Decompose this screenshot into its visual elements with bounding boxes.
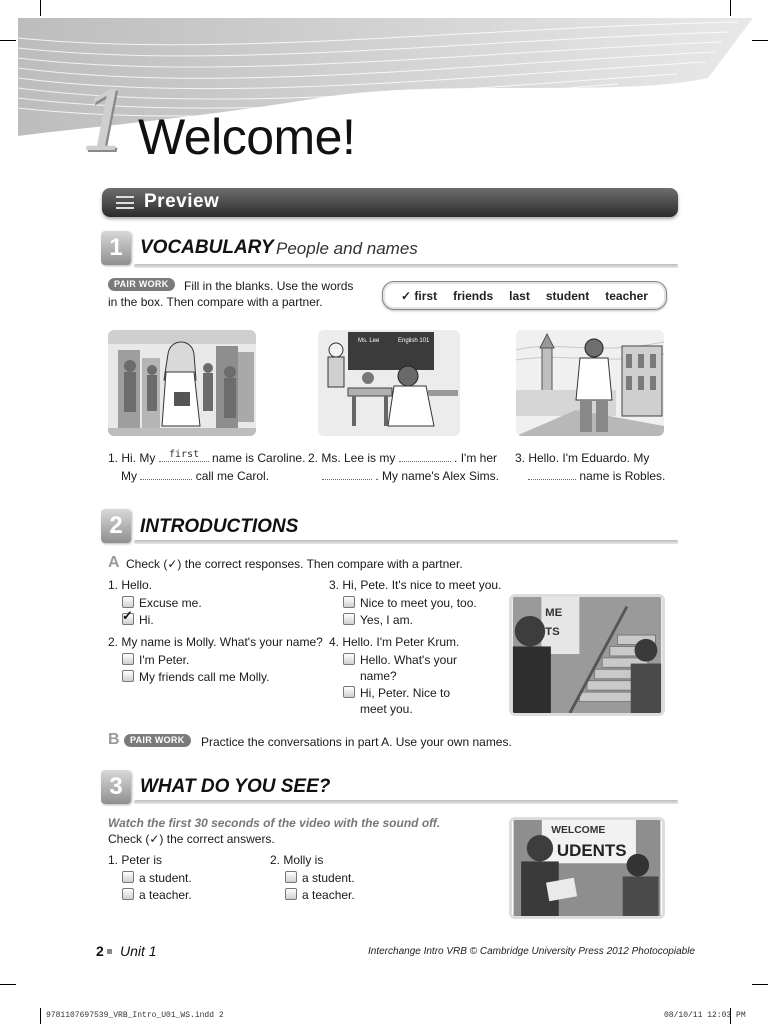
pair-work-badge: PAIR WORK bbox=[108, 278, 175, 291]
item-text: 3. Hello. I'm Eduardo. My bbox=[515, 451, 650, 465]
option-label: a teacher. bbox=[302, 888, 355, 902]
option-label: a teacher. bbox=[139, 888, 192, 902]
item-text: My bbox=[121, 469, 137, 483]
question: 1. Hello. bbox=[108, 578, 153, 592]
word-box-item: student bbox=[545, 288, 590, 303]
option-label: Hi, Peter. Nice to bbox=[360, 686, 451, 700]
page-title: Welcome! bbox=[138, 109, 356, 165]
item-text: name is Robles. bbox=[579, 469, 666, 483]
option-label: Nice to meet you, too. bbox=[360, 596, 477, 610]
answer-checkbox[interactable] bbox=[122, 888, 134, 900]
question: 2. Molly is bbox=[270, 853, 324, 867]
question: 4. Hello. I'm Peter Krum. bbox=[329, 635, 460, 649]
date-slug: 08/10/11 12:03 PM bbox=[664, 1011, 746, 1020]
word-box-item: last bbox=[509, 288, 530, 303]
fill-item-3 bbox=[515, 451, 649, 465]
file-slug: 9781107697539_VRB_Intro_U01_WS.indd 2 bbox=[46, 1011, 224, 1020]
item-text: 2. Ms. Lee is my bbox=[308, 451, 396, 465]
pair-work-badge: PAIR WORK bbox=[124, 734, 191, 747]
instruction-line: Check (✓) the correct answers. bbox=[108, 832, 275, 846]
option-label: name? bbox=[360, 669, 397, 683]
preview-label: Preview bbox=[144, 191, 220, 212]
fill-item-2-line2 bbox=[322, 469, 499, 483]
answer-checkbox[interactable] bbox=[343, 596, 355, 608]
item-text: . I'm her bbox=[454, 451, 498, 465]
word-box-item: friends bbox=[453, 288, 494, 303]
page-number: 2 bbox=[96, 943, 104, 959]
item-text: 1. Hi. My bbox=[108, 451, 156, 465]
answer-checkbox[interactable] bbox=[285, 871, 297, 883]
section-number: 2 bbox=[101, 509, 131, 543]
video-instruction: Watch the first 30 seconds of the video with the sound off. bbox=[108, 816, 441, 830]
preview-bar bbox=[102, 188, 678, 217]
fill-item-3-line2 bbox=[528, 469, 665, 483]
option-label: Excuse me. bbox=[139, 596, 202, 610]
crop-mark bbox=[752, 40, 768, 41]
item-text: name is Caroline. bbox=[212, 451, 306, 465]
photo-welcome-students bbox=[509, 817, 665, 919]
option-label: a student. bbox=[139, 871, 192, 885]
footer-credit: Interchange Intro VRB © Cambridge University Press 2012 Photocopiable bbox=[368, 946, 695, 957]
crop-mark bbox=[0, 984, 16, 985]
question: 3. Hi, Pete. It's nice to meet you. bbox=[329, 578, 502, 592]
crop-mark bbox=[0, 40, 16, 41]
crop-mark bbox=[40, 1008, 41, 1024]
footer-unit: Unit 1 bbox=[120, 943, 157, 959]
word-box-item: ✓ first bbox=[401, 288, 438, 303]
handwritten-answer: first bbox=[169, 449, 200, 460]
option-label: a student. bbox=[302, 871, 355, 885]
svg-text:ME: ME bbox=[545, 607, 563, 620]
question: 2. My name is Molly. What's your name? bbox=[108, 635, 323, 649]
answer-checkbox[interactable] bbox=[343, 613, 355, 625]
svg-text:TS: TS bbox=[545, 626, 560, 639]
section-number: 3 bbox=[101, 770, 131, 804]
crop-mark bbox=[40, 0, 41, 16]
part-letter: B bbox=[108, 731, 120, 748]
illustration-classroom bbox=[318, 330, 460, 436]
menu-lines-icon bbox=[116, 196, 134, 209]
fill-item-1 bbox=[108, 451, 305, 465]
crop-mark bbox=[730, 0, 731, 16]
section-number: 1 bbox=[101, 231, 131, 265]
option-label: My friends call me Molly. bbox=[139, 670, 270, 684]
svg-text:Ms. Lee: Ms. Lee bbox=[358, 338, 380, 344]
section-title: INTRODUCTIONS bbox=[140, 516, 299, 537]
instruction-line: Check (✓) the correct responses. Then compare with a partner. bbox=[126, 557, 463, 571]
part-letter: A bbox=[108, 554, 120, 571]
option-label: Hello. What's your bbox=[360, 653, 457, 667]
option-label: I'm Peter. bbox=[139, 653, 190, 667]
crop-mark bbox=[752, 984, 768, 985]
answer-blank[interactable] bbox=[528, 470, 576, 480]
answer-blank[interactable] bbox=[399, 452, 451, 462]
section-rule bbox=[134, 264, 678, 268]
unit-number: 1 bbox=[80, 75, 133, 170]
sign-text: WELCOME bbox=[551, 825, 606, 837]
answer-checkbox[interactable] bbox=[343, 653, 355, 665]
instruction-line: Fill in the blanks. Use the words bbox=[184, 279, 354, 293]
section-rule bbox=[134, 800, 678, 804]
answer-checkbox[interactable] bbox=[285, 888, 297, 900]
fill-item-2 bbox=[308, 451, 497, 465]
answer-checkbox[interactable] bbox=[343, 686, 355, 698]
option-label: meet you. bbox=[360, 702, 413, 716]
section-subtitle: People and names bbox=[276, 239, 418, 258]
illustration-campus bbox=[516, 330, 664, 436]
question: 1. Peter is bbox=[108, 853, 163, 867]
instruction-line: Practice the conversations in part A. Use your own names. bbox=[201, 735, 512, 749]
answer-checkbox[interactable] bbox=[122, 670, 134, 682]
answer-blank[interactable] bbox=[140, 470, 192, 480]
photo-stairway bbox=[509, 594, 665, 716]
answer-blank[interactable] bbox=[322, 470, 372, 480]
word-box bbox=[382, 281, 667, 310]
instruction-line: in the box. Then compare with a partner. bbox=[108, 295, 323, 309]
svg-text:UDENTS: UDENTS bbox=[556, 840, 627, 860]
item-text: . My name's Alex Sims. bbox=[375, 469, 499, 483]
check-mark-icon: ✓ bbox=[122, 608, 133, 623]
word-box-item: teacher bbox=[605, 288, 648, 303]
answer-checkbox[interactable] bbox=[122, 871, 134, 883]
item-text: call me Carol. bbox=[195, 469, 270, 483]
section-title: WHAT DO YOU SEE? bbox=[140, 776, 331, 797]
illustration-hallway bbox=[108, 330, 256, 436]
footer-separator bbox=[107, 949, 112, 954]
answer-checkbox[interactable] bbox=[122, 596, 134, 608]
option-label: Yes, I am. bbox=[360, 613, 413, 627]
section-rule bbox=[134, 540, 678, 544]
answer-checkbox[interactable] bbox=[122, 653, 134, 665]
svg-text:English 101: English 101 bbox=[398, 338, 430, 344]
section-title: VOCABULARY bbox=[140, 237, 274, 258]
fill-item-1-line2 bbox=[121, 469, 269, 483]
option-label: Hi. bbox=[139, 613, 154, 627]
